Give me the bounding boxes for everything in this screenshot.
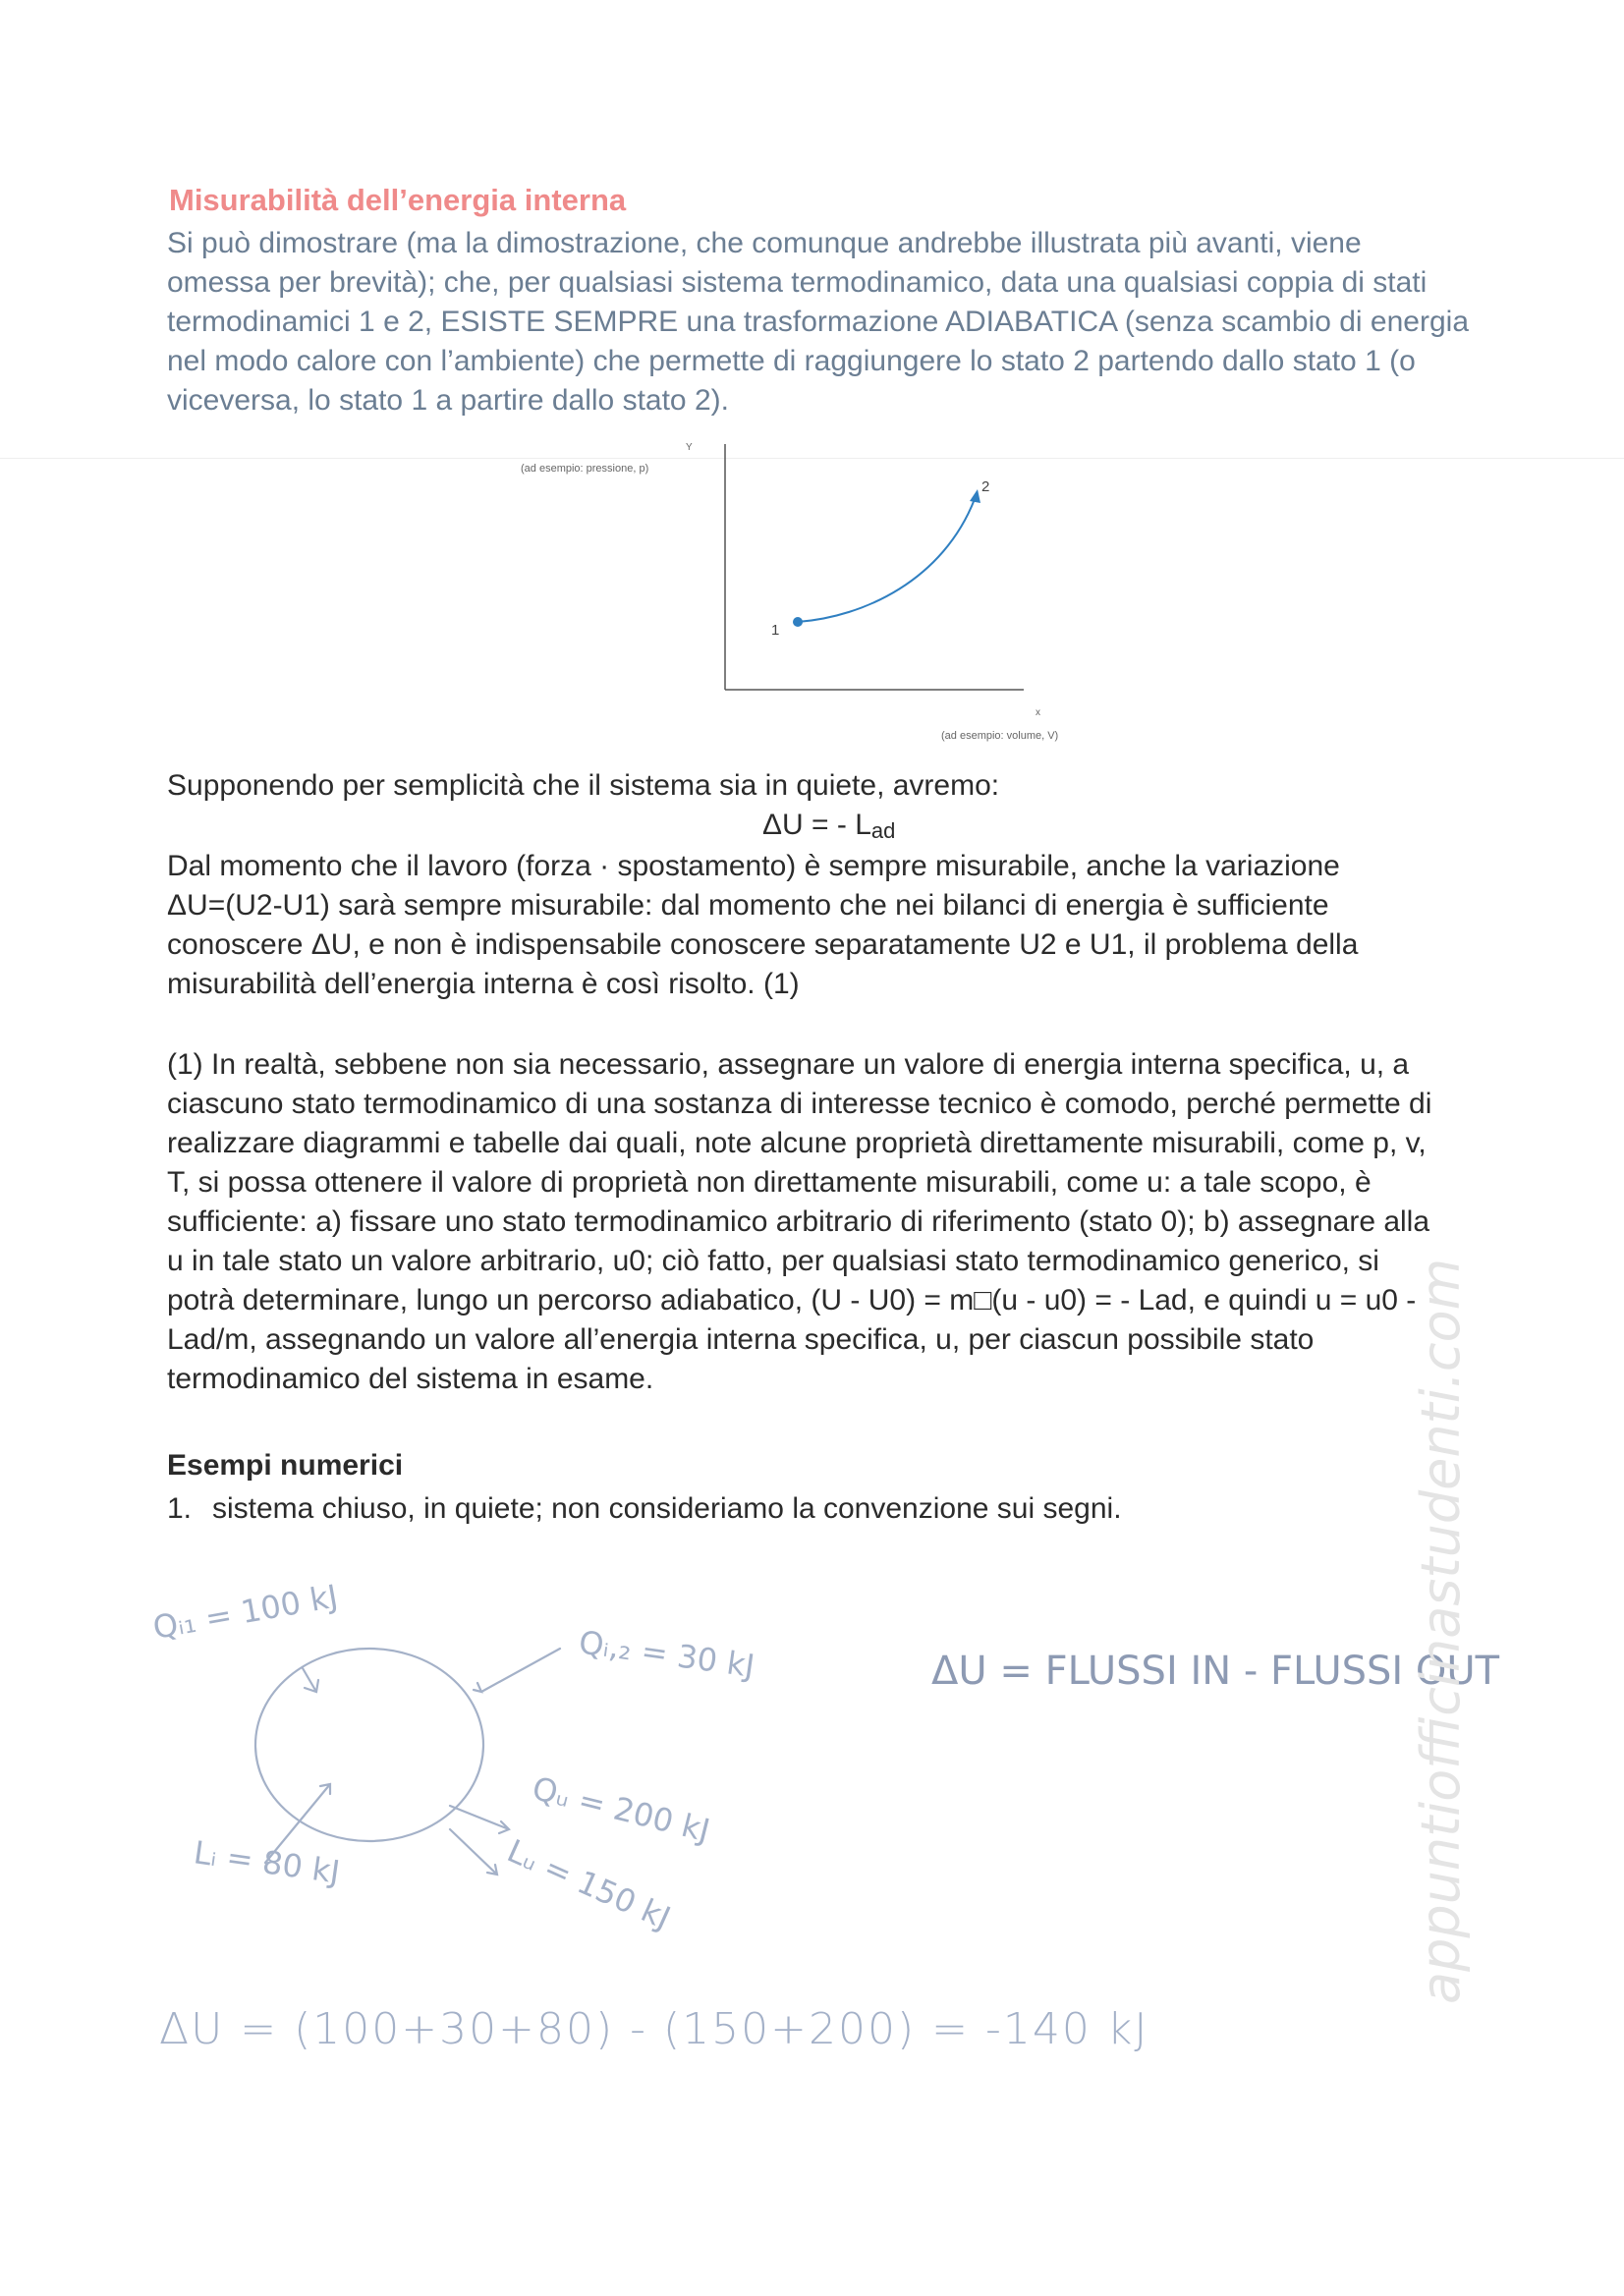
text-line: Si può dimostrare (ma la dimostrazione, che comunque andrebbe illustrata più avanti, viene: [167, 227, 1362, 259]
handwritten-result-equation: ΔU = (100+30+80) - (150+200) = -140 kJ: [159, 2004, 1149, 2054]
section-title-misurabilita: Misurabilità dell’energia interna: [169, 183, 627, 217]
intro-paragraph: [167, 224, 1469, 420]
text-line: ciascuno stato termodinamico di una sostanza di interesse tecnico è comodo, perché permette di: [167, 1088, 1432, 1120]
text-line: termodinamici 1 e 2, ESISTE SEMPRE una trasformazione ADIABATICA (senza scambio di energia: [167, 306, 1470, 338]
l-in-label: Lᵢ = 80 kJ: [191, 1833, 343, 1891]
x-axis-letter: x: [1036, 707, 1040, 718]
l-out-arrow: [450, 1829, 497, 1875]
text-line: ΔU=(U2-U1) sarà sempre misurabile: dal momento che nei bilanci di energia è sufficiente: [167, 889, 1329, 922]
q-in1-arrow: [303, 1668, 318, 1692]
section-title-esempi: Esempi numerici: [167, 1449, 404, 1482]
state-2-label: 2: [981, 478, 990, 495]
q-in1-label: Qᵢ₁ = 100 kJ: [149, 1577, 341, 1647]
lavoro-paragraph: [167, 847, 1358, 1004]
text-line: (1) In realtà, sebbene non sia necessario, assegnare un valore di energia interna specifica, u, a: [167, 1048, 1410, 1081]
x-axis-label: (ad esempio: volume, V): [941, 730, 1059, 742]
y-axis-letter: Y: [686, 442, 693, 453]
list-text: sistema chiuso, in quiete; non consideriamo la convenzione sui segni.: [212, 1492, 1122, 1525]
text-line: realizzare diagrammi e tabelle dai quali, note alcune proprietà direttamente misurabili, come p, v,: [167, 1127, 1427, 1159]
y-axis-label: (ad esempio: pressione, p): [521, 463, 649, 475]
text-line: conoscere ΔU, e non è indispensabile conoscere separatamente U2 e U1, il problema della: [167, 928, 1359, 961]
text-line: sufficiente: a) fissare uno stato termodinamico arbitrario di riferimento (stato 0); b) assegnare alla: [167, 1205, 1430, 1238]
text-line: omessa per brevità); che, per qualsiasi sistema termodinamico, data una qualsiasi coppia di stati: [167, 266, 1428, 299]
q-in2-arrow: [474, 1649, 560, 1692]
system-boundary-circle: [255, 1649, 483, 1841]
text-line: T, si possa ottenere il valore di proprietà non direttamente misurabili, come u: a tale scopo, è: [167, 1166, 1372, 1199]
text-line: u in tale stato un valore arbitrario, u0; ciò fatto, per qualsiasi stato termodinamico generico, si: [167, 1245, 1379, 1277]
list-item: [167, 1489, 1122, 1529]
watermark: appuntiofficinastudenti.com: [1410, 1258, 1472, 2004]
text-line: termodinamico del sistema in esame.: [167, 1363, 654, 1395]
equation-subscript: ad: [870, 818, 896, 843]
equation-main: ΔU = - L: [762, 809, 871, 841]
text-line: nel modo calore con l’ambiente) che permette di raggiungere lo stato 2 partendo dallo stato 1 (o: [167, 345, 1416, 377]
adiabatic-transformation-graph: [511, 432, 1120, 756]
curve-arrow-head: [970, 489, 980, 503]
text-line: Lad/m, assegnando un valore all’energia interna specifica, u, per ciascun possibile stato: [167, 1323, 1315, 1356]
energy-balance-rule: ΔU = FLUSSI IN - FLUSSI OUT: [931, 1649, 1500, 1694]
list-number: 1.: [167, 1492, 193, 1525]
footnote-paragraph: [167, 1045, 1431, 1399]
q-out-arrow: [450, 1806, 509, 1833]
q-in2-label: Qᵢ,₂ = 30 kJ: [576, 1623, 757, 1685]
text-line: Dal momento che il lavoro (forza · spostamento) è sempre misurabile, anche la variazione: [167, 850, 1340, 882]
state-1-label: 1: [771, 622, 780, 639]
state-1-point: [793, 617, 803, 627]
q-out-label: Qᵤ = 200 kJ: [529, 1768, 714, 1850]
quiete-line: Supponendo per semplicità che il sistema sia in quiete, avremo:: [167, 769, 1000, 802]
adiabatic-curve: [798, 499, 975, 622]
delta-u-equation: [762, 806, 895, 851]
text-line: potrà determinare, lungo un percorso adiabatico, (U - U0) = m□(u - u0) = - Lad, e quindi u = u0 -: [167, 1284, 1417, 1316]
text-line: misurabilità dell’energia interna è così risolto. (1): [167, 968, 800, 1000]
text-line: viceversa, lo stato 1 a partire dallo stato 2).: [167, 384, 729, 417]
l-out-label: Lᵤ = 150 kJ: [501, 1831, 677, 1937]
